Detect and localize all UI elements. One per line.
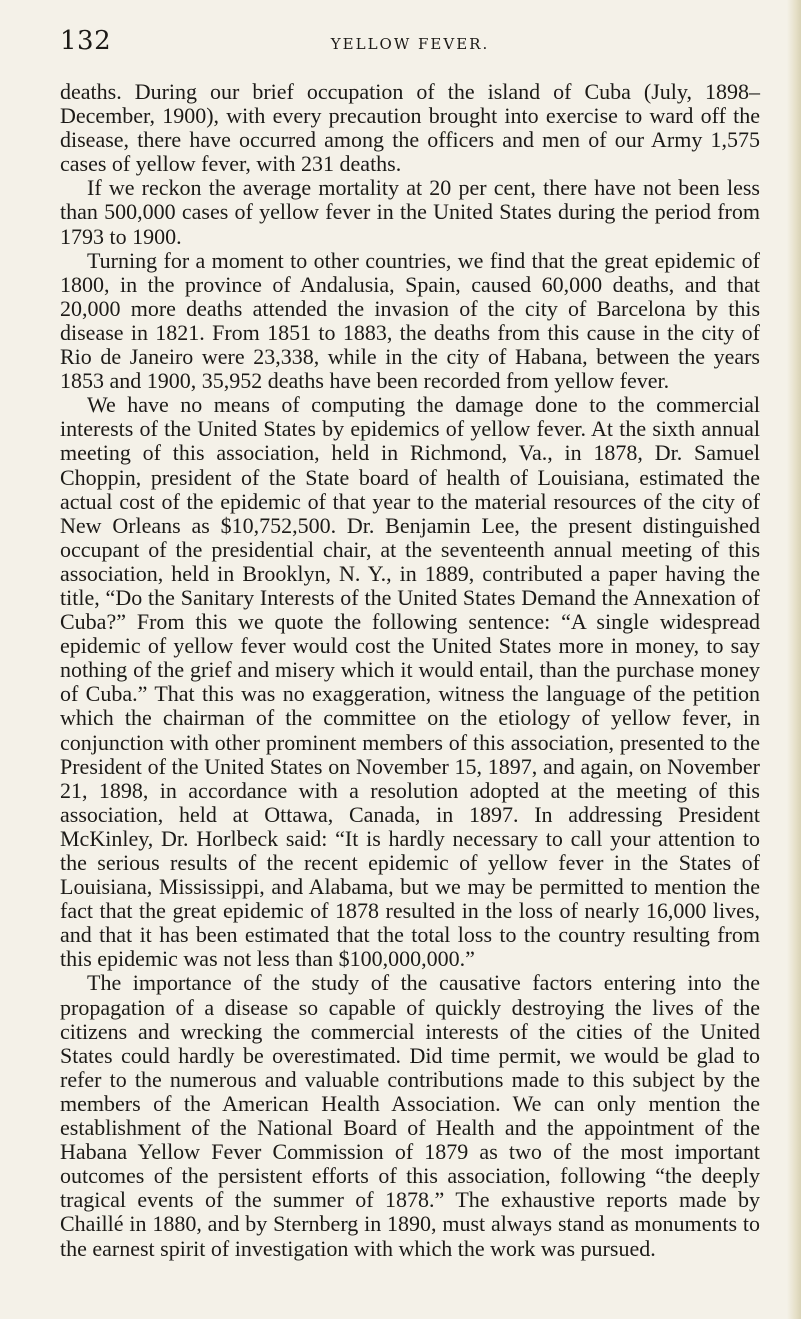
running-head: YELLOW FEVER. xyxy=(330,35,490,53)
page-edge-shadow xyxy=(787,0,801,1319)
page-number: 132 xyxy=(60,26,112,56)
paragraph: Turning for a moment to other countries, we find that the great epidemic of 1800, in the province of Andalusia, Spain, caused 60,000 deaths, and that 20,000 more deaths attended the invasion of the city of Barcelona by this disease in 1821. From 1851 to 1883, the deaths from this cause in the city of Rio de Janeiro were 23,338, while in the city of Habana, between the years 1853 and 1900, 35,952 deaths have been recorded from yellow fever. xyxy=(60,247,760,394)
paragraph: The importance of the study of the causative factors entering into the propagation of a disease so capable of quickly destroying the lives of the citizens and wrecking the commercial interests of the cities of the United States could hardly be overestimated. Did time permit, we would be glad to refer to the numerous and valuable contributions made to this subject by the members of the American Health Association. We can only mention the establishment of the National Board of Health and the appointment of the Habana Yellow Fever Commission of 1879 as two of the most important outcomes of the persistent efforts of this association, following “the deeply tragical events of the summer of 1878.” The exhaustive reports made by Chaillé in 1880, and by Sternberg in 1890, must always stand as monuments to the earnest spirit of investigation with which the work was pursued. xyxy=(60,970,760,1261)
paragraph: deaths. During our brief occupation of the island of Cuba (July, 1898–December, 1900), with every precaution brought into exercise to ward off the disease, there have occurred among the officers and men of our Army 1,575 cases of yellow fever, with 231 deaths. xyxy=(60,79,760,177)
paragraph: We have no means of computing the damage done to the commercial interests of the United States by epidemics of yellow fever. At the sixth annual meeting of this association, held in Richmond, Va., in 1878, Dr. Samuel Choppin, president of the State board of health of Louisiana, estimated the actual cost of the epidemic of that year to the material resources of the city of New Orleans as $10,752,500. Dr. Benjamin Lee, the present distinguished occupant of the presidential chair, at the seventeenth annual meeting of this association, held in Brooklyn, N. Y., in 1889, contributed a paper having the title, “Do the Sanitary Interests of the United States Demand the Annexation of Cuba?” From this we quote the following sentence: “A single widespread epidemic of yellow fever would cost the United States more in money, to say nothing of the grief and misery which it would entail, than the purchase money of Cuba.” That this was no exaggeration, witness the language of the petition which the chairman of the committee on the etiology of yellow fever, in conjunction with other prominent members of this association, presented to the President of the United States on November 15, 1897, and again, on November 21, 1898, in accordance with a resolution adopted at the meeting of this association, held at Ottawa, Canada, in 1897. In addressing President McKinley, Dr. Horlbeck said: “It is hardly necessary to call your attention to the serious results of the recent epidemic of yellow fever in the States of Louisiana, Mississippi, and Alabama, but we may be permitted to mention the fact that the great epidemic of 1878 resulted in the loss of nearly 16,000 lives, and that it has been estimated that the total loss to the country resulting from this epidemic was not less than $100,000,000.” xyxy=(60,392,760,972)
body-text xyxy=(60,80,760,1261)
paragraph: If we reckon the average mortality at 20 per cent, there have not been less than 500,000 cases of yellow fever in the United States during the period from 1793 to 1900. xyxy=(60,175,760,249)
page-header xyxy=(60,20,760,62)
